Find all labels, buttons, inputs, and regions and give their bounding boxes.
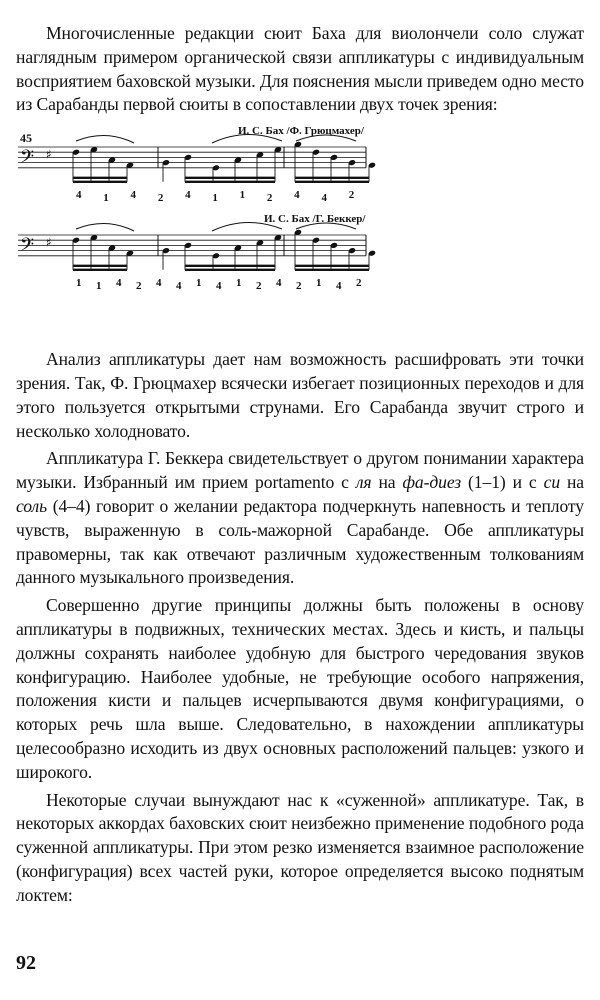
fingering-number: 2 xyxy=(266,191,273,204)
slur xyxy=(212,223,282,232)
fingering-number: 2 xyxy=(157,191,164,204)
slur xyxy=(76,136,134,144)
slur xyxy=(296,135,356,141)
paragraph-becker: Аппликатура Г. Беккера свидетельствует о другом понимании характера музыки. Избранный им прием portamento с ля на фа-диез (1–1) и с си на соль (4–4) говорит о желании редактора подчеркнуть напевность и теплоту чувств, выраженную в соль-мажорной Сарабанде. Обе аппликатуры правомерны, так как отвечают различным художественным толкованиям данного музыкального произведения. xyxy=(16,448,585,588)
fingering-number: 1 xyxy=(196,276,202,289)
bass-clef-icon: 𝄢 xyxy=(20,234,35,260)
fingering-number: 1 xyxy=(212,191,218,204)
slur xyxy=(76,224,134,232)
score-staves xyxy=(16,125,584,340)
fingering-number: 1 xyxy=(239,188,246,201)
fingering-number: 4 xyxy=(294,188,300,201)
fingering-number: 1 xyxy=(96,279,102,292)
music-example xyxy=(16,125,584,340)
fingering-number: 4 xyxy=(185,188,191,201)
caption-becker: И. С. Бах /Г. Беккер/ xyxy=(264,213,366,226)
fingering-number: 1 xyxy=(236,276,242,289)
fingering-number: 1 xyxy=(316,276,322,289)
slur xyxy=(212,135,282,144)
fingering-number: 4 xyxy=(116,276,122,289)
key-sharp-icon: ♯ xyxy=(46,147,52,162)
fingering-number: 4 xyxy=(130,188,137,201)
page-body xyxy=(16,22,584,908)
key-sharp-icon: ♯ xyxy=(46,235,52,250)
paragraph-principles: Совершенно другие принципы должны быть положены в основу аппликатуры в подвижных, технических местах. Здесь и кисть, и пальцы должны сохранять наиболее удобную для быстрого чередования звуков конфигурацию. Наиболее удобные, не требующие особого напряжения, положения кисти и пальцев исчерпываются двумя конфигурациями, о которых речь шла выше. Следовательно, в нахождении аппликатуры целесообразно исходить из двух основных расположений пальцев: узкого и широкого. xyxy=(16,595,584,782)
fingering-number: 4 xyxy=(76,188,82,201)
paragraph-analysis: Анализ аппликатуры дает нам возможность расшифровать эти точки зрения. Так, Ф. Грюцмахер всячески избегает позиционных переходов и для этого пользуется открытыми струнами. Его Сарабанда звучит строго и несколько холодновато. xyxy=(16,349,584,441)
page-number: 92 xyxy=(16,952,36,974)
fingering-number: 1 xyxy=(76,276,82,289)
fingering-number: 1 xyxy=(103,191,109,204)
fingering-number: 2 xyxy=(136,279,142,292)
measure-number: 45 xyxy=(20,131,32,146)
fingering-number: 2 xyxy=(296,279,302,292)
fingering-number: 4 xyxy=(321,191,327,204)
fingering-number: 4 xyxy=(176,279,182,292)
paragraph-intro: Многочисленные редакции сюит Баха для виолончели соло служат наглядным примером органической связи аппликатуры с индивидуальным восприятием баховской музыки. Для пояснения мысли приведем одно место из Сарабанды первой сюиты в сопоставлении двух точек зрения: xyxy=(16,23,584,115)
fingering-number: 2 xyxy=(256,279,262,292)
fingering-number: 4 xyxy=(156,276,162,289)
fingering-number: 4 xyxy=(336,279,342,292)
caption-grutzmacher: И. С. Бах /Ф. Грюцмахер/ xyxy=(238,125,364,138)
fingering-number: 2 xyxy=(356,276,362,289)
fingering-number: 2 xyxy=(348,188,355,201)
bass-clef-icon: 𝄢 xyxy=(20,146,35,172)
fingering-number: 4 xyxy=(216,279,222,292)
slur xyxy=(296,223,356,229)
fingering-number: 4 xyxy=(276,276,282,289)
paragraph-narrowed: Некоторые случаи вынуждают нас к «суженной» аппликатуре. Так, в некоторых аккордах баховских сюит неизбежно применение подобного рода суженной аппликатуры. При этом резко изменяется взаимное расположение (конфигурация) всех частей руки, которое определяется высоко поднятым локтем: xyxy=(16,789,584,905)
